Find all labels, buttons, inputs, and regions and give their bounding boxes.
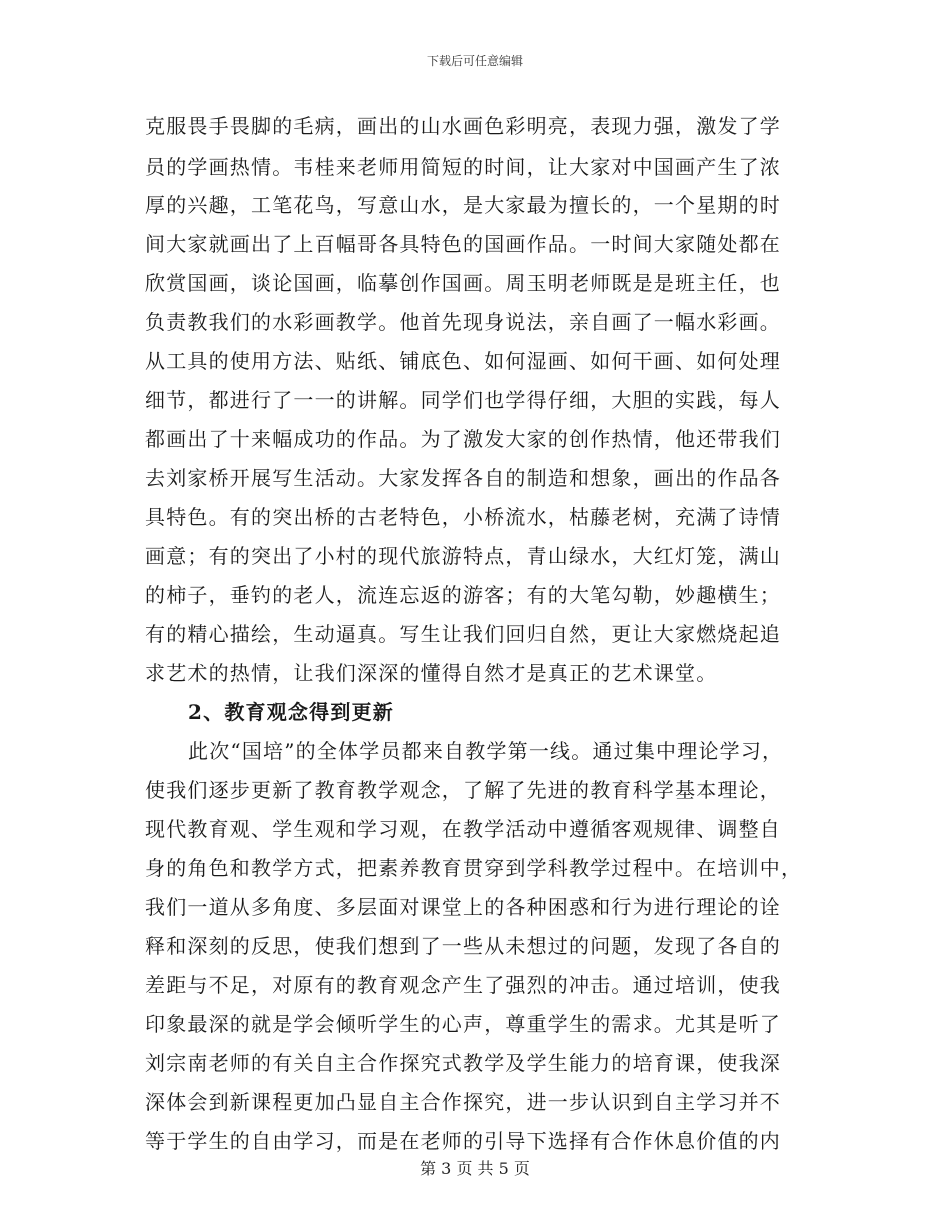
paragraph-line: 去刘家桥开展写生活动。大家发挥各自的制造和想象，画出的作品各 bbox=[145, 466, 781, 490]
paragraph-line: 差距与不足，对原有的教育观念产生了强烈的冲击。通过培训，使我 bbox=[145, 973, 781, 997]
page-header: 下载后可任意编辑 bbox=[426, 54, 523, 68]
paragraph-line: 具特色。有的突出桥的古老特色，小桥流水，枯藤老树，充满了诗情 bbox=[145, 505, 781, 529]
paragraph-line: 刘宗南老师的有关自主合作探究式教学及学生能力的培育课，使我深 bbox=[145, 1051, 781, 1075]
paragraph-line: 等于学生的自由学习，而是在老师的引导下选择有合作休息价值的内 bbox=[145, 1129, 781, 1153]
paragraph-line: 求艺术的热情，让我们深深的懂得自然才是真正的艺术课堂。 bbox=[145, 661, 718, 685]
paragraph-line: 从工具的使用方法、贴纸、铺底色、如何湿画、如何干画、如何处理 bbox=[145, 349, 781, 373]
paragraph-line: 克服畏手畏脚的毛病，画出的山水画色彩明亮，表现力强，激发了学 bbox=[145, 114, 781, 138]
paragraph-line: 间大家就画出了上百幅哥各具特色的国画作品。一时间大家随处都在 bbox=[145, 232, 781, 256]
page-number: 第 3 页 共 5 页 bbox=[420, 1159, 530, 1178]
paragraph-line: 的柿子，垂钓的老人，流连忘返的游客；有的大笔勾勒，妙趣横生； bbox=[145, 583, 781, 607]
paragraph-line: 此次“国培”的全体学员都来自教学第一线。通过集中理论学习， bbox=[188, 739, 784, 763]
paragraph-line: 厚的兴趣，工笔花鸟，写意山水，是大家最为擅长的，一个星期的时 bbox=[145, 193, 781, 217]
paragraph-line: 印象最深的就是学会倾听学生的心声，尊重学生的需求。尤其是听了 bbox=[145, 1012, 781, 1036]
paragraph-line: 深体会到新课程更加凸显自主合作探究，进一步认识到自主学习并不 bbox=[145, 1090, 781, 1114]
paragraph-line: 释和深刻的反思，使我们想到了一些从未想过的问题，发现了各自的 bbox=[145, 934, 781, 958]
paragraph-line: 欣赏国画，谈论国画，临摹创作国画。周玉明老师既是是班主任，也 bbox=[145, 271, 781, 295]
paragraph-line: 都画出了十来幅成功的作品。为了激发大家的创作热情，他还带我们 bbox=[145, 427, 781, 451]
paragraph-line: 员的学画热情。韦桂来老师用简短的时间，让大家对中国画产生了浓 bbox=[145, 155, 781, 179]
paragraph-line: 细节，都进行了一一的讲解。同学们也学得仔细，大胆的实践，每人 bbox=[145, 388, 781, 412]
paragraph-line: 有的精心描绘，生动逼真。写生让我们回归自然，更让大家燃烧起追 bbox=[145, 622, 781, 646]
section-heading: 2、教育观念得到更新 bbox=[188, 700, 394, 724]
paragraph-line: 使我们逐步更新了教育教学观念，了解了先进的教育科学基本理论， bbox=[145, 778, 781, 802]
paragraph-line: 负责教我们的水彩画教学。他首先现身说法，亲自画了一幅水彩画。 bbox=[145, 310, 781, 334]
paragraph-line: 我们一道从多角度、多层面对课堂上的各种困惑和行为进行理论的诠 bbox=[145, 895, 781, 919]
paragraph-line: 画意；有的突出了小村的现代旅游特点，青山绿水，大红灯笼，满山 bbox=[145, 544, 781, 568]
paragraph-line: 现代教育观、学生观和学习观，在教学活动中遵循客观规律、调整自 bbox=[145, 817, 781, 841]
paragraph-line: 身的角色和教学方式，把素养教育贯穿到学科教学过程中。在培训中， bbox=[145, 856, 803, 880]
